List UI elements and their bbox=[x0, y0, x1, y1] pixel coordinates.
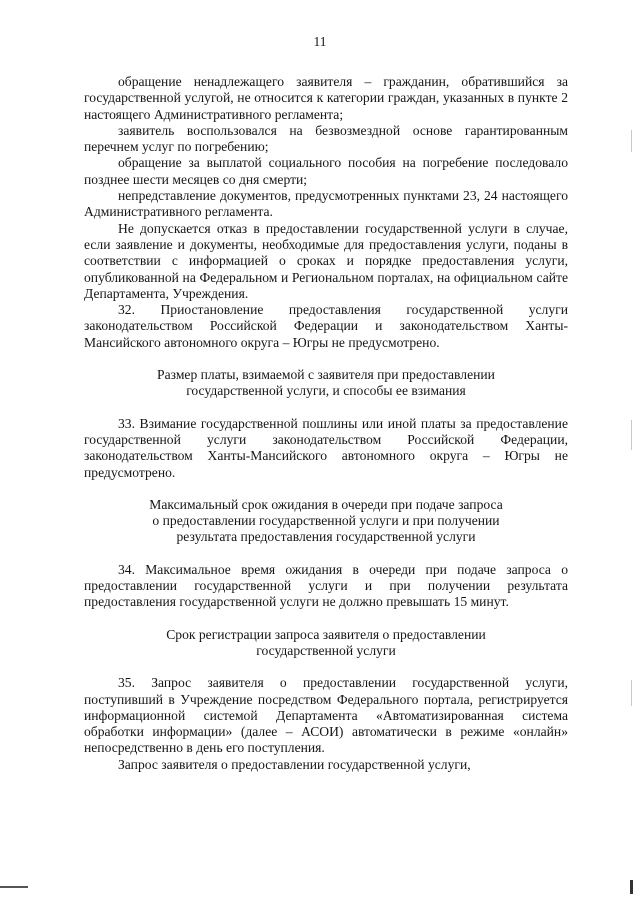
page-number: 11 bbox=[313, 34, 327, 49]
paragraph-33: 33. Взимание государственной пошлины или иной платы за предоставление государственной услуги законодательством Российской Федерации, законодательством Ханты-Мансийского автономного округа – Югры не предусмотрено. bbox=[84, 415, 568, 480]
section-heading-fee bbox=[84, 367, 568, 400]
heading-line: государственной услуги, и способы ее взимания bbox=[186, 383, 466, 399]
heading-line: Максимальный срок ожидания в очереди при подаче запроса bbox=[149, 496, 503, 512]
section-heading-queue bbox=[84, 497, 568, 546]
paragraph-34: 34. Максимальное время ожидания в очереди при подаче запроса о предоставлении государственной услуги и при получении результата предоставления государственной услуги не должно превышать 15 минут. bbox=[84, 561, 568, 610]
heading-line: результата предоставления государственной услуги bbox=[176, 529, 476, 545]
paragraph-35: 35. Запрос заявителя о предоставлении государственной услуги, поступивший в Учреждение посредством Федерального портала, регистрируется информационной системой Департамента «Автоматизированная система обработки информации» (далее – АСОИ) автоматически в режиме «онлайн» непосредственно в день его поступления. bbox=[84, 675, 568, 756]
heading-line: о предоставлении государственной услуги и при получении bbox=[152, 513, 500, 529]
paragraph: Не допускается отказ в предоставлении государственной услуги в случае, если заявление и документы, необходимые для предоставления услуги, поданы в соответствии с информацией о сроках и порядке предоставления услуги, опубликованной на Федеральном и Региональном порталах, на официальном сайте Департамента, Учреждения. bbox=[84, 220, 568, 301]
paragraph: Запрос заявителя о предоставлении государственной услуги, bbox=[118, 756, 471, 772]
paragraph: непредставление документов, предусмотренных пунктами 23, 24 настоящего Административного регламента. bbox=[84, 188, 568, 220]
heading-line: Срок регистрации запроса заявителя о предоставлении bbox=[166, 626, 486, 642]
document-body bbox=[84, 74, 568, 773]
scan-edge-mark bbox=[631, 420, 632, 450]
scan-edge-mark bbox=[631, 130, 632, 152]
heading-line: государственной услуги bbox=[256, 642, 396, 658]
paragraph: обращение за выплатой социального пособия на погребение последовало позднее шести месяцев со дня смерти; bbox=[84, 155, 568, 187]
heading-line: Размер платы, взимаемой с заявителя при предоставлении bbox=[157, 367, 495, 383]
scan-corner-mark bbox=[0, 886, 28, 888]
paragraph-32: 32. Приостановление предоставления государственной услуги законодательством Российской Федерации и законодательством Ханты-Мансийского автономного округа – Югры не предусмотрено. bbox=[84, 302, 568, 350]
paragraph: обращение ненадлежащего заявителя – гражданин, обратившийся за государственной услугой, не относится к категории граждан, указанных в пункте 2 настоящего Административного регламента; bbox=[84, 74, 568, 122]
section-heading-registration bbox=[84, 627, 568, 660]
scan-corner-mark bbox=[630, 880, 633, 894]
scan-edge-mark bbox=[631, 680, 632, 706]
paragraph: заявитель воспользовался на безвозмездной основе гарантированным перечнем услуг по погребению; bbox=[84, 122, 568, 155]
